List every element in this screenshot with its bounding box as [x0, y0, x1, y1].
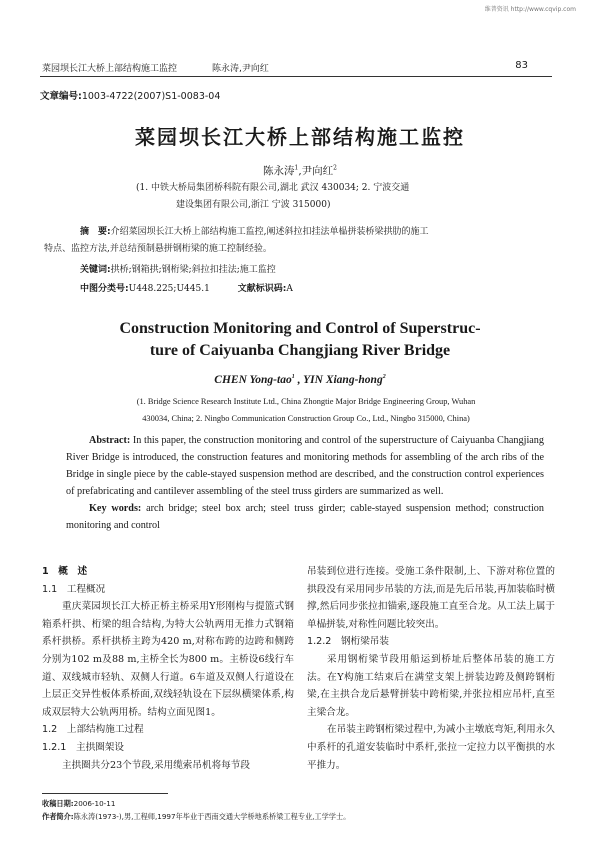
author-bio: 陈永涛(1973-),男,工程师,1997年毕业于西南交通大学桥地系桥梁工程专业,工学学士。	[73, 812, 351, 821]
author-name: 陈永涛	[263, 165, 295, 177]
author-superscript: 2	[333, 164, 337, 172]
doc-code-label: 文献标识码:	[237, 284, 287, 294]
english-title-line: ture of Caiyuanba Changjiang River Bridge	[149, 342, 451, 359]
article-number-value: 1003-4722(2007)S1-0083-04	[81, 91, 221, 102]
received-date: 2006-10-11	[73, 799, 116, 808]
chinese-authors	[0, 163, 600, 178]
abstract-label: Abstract:	[89, 435, 131, 446]
author-superscript: 1	[294, 164, 299, 172]
abstract-text-cont: 特点、监控方法,并总结预制悬拼钢桁梁的施工控制经验。	[44, 244, 272, 254]
classification-line	[80, 281, 293, 294]
abstract-label: 摘 要:	[80, 227, 111, 237]
body-paragraph: 主拱圈共分23个节段,采用缆索吊机将每节段	[62, 759, 250, 771]
affiliation-line: 430034, China; 2. Ningbo Communication Construction Group Co., Ltd., Ningbo 315000, China)	[142, 414, 470, 423]
english-affiliations	[66, 393, 546, 427]
author-separator: ,	[298, 165, 302, 177]
body-paragraph: 吊装到位进行连接。受施工条件限制,上、下游对称位置的拱段没有采用同步吊装的方法,而是先后吊装,再加装临时横撑,然后同步张拉扣锚索,逐段施工直至合龙。从工法上属于单榀拼装,对称性问题比较突出。	[307, 566, 555, 630]
body-paragraph: 重庆菜园坝长江大桥正桥主桥采用Y形刚构与提篮式钢箱系杆拱、桁梁的组合结构,为特大公轨两用无推力式钢箱系杆拱桥。系杆拱桥主跨为420 m,对称布跨的边跨和侧跨分别为102 m及88 m,主桥全长为800 m。主桥设6线行车道、双线城市轻轨、双侧人行道。6车道及双侧人行道设在上层正交异性板体系桥面,双线轻轨设在下层纵横梁体系,构成双层特大公轨两用桥。结构立面见图1。	[42, 601, 294, 718]
author-name: 尹向红	[301, 165, 334, 177]
english-title	[0, 318, 600, 362]
author-superscript: 2	[382, 374, 386, 381]
classification-value: U448.225;U445.1	[128, 284, 210, 294]
english-title-line: Construction Monitoring and Control of Superstruc-	[119, 320, 481, 337]
body-column-left	[42, 563, 294, 774]
chinese-keywords	[80, 262, 276, 275]
body-paragraph: 在吊装主跨钢桁梁过程中,为减小主墩底弯矩,利用永久中系杆的孔道安装临时中系杆,张拉一定拉力以平衡拱的水平推力。	[307, 724, 555, 771]
running-head-authors: 陈永涛,尹向红	[212, 64, 269, 74]
running-head	[40, 60, 552, 77]
page-number: 83	[515, 60, 528, 71]
abstract-text: 介绍菜园坝长江大桥上部结构施工监控,阐述斜拉扣挂法单榀拼装桥梁拱肋的施工	[110, 227, 429, 237]
body-paragraph: 采用钢桁梁节段用船运到桥址后整体吊装的施工方法。在Y构施工结束后在满堂支架上拼装边跨及侧跨钢桁梁,在主拱合龙后悬臂拼装中跨桁梁,并张拉相应吊杆,直至主梁合龙。	[307, 653, 555, 718]
keywords-label: Key words:	[89, 503, 142, 514]
doc-code-value: A	[286, 284, 293, 294]
subsubsection-heading: 1.2.2 钢桁梁吊装	[307, 636, 389, 648]
english-authors	[0, 374, 600, 386]
chinese-title: 菜园坝长江大桥上部结构施工监控	[135, 125, 465, 149]
classification-label: 中图分类号:	[80, 284, 129, 294]
keywords-label: 关键词:	[80, 265, 111, 275]
author-superscript: 1	[291, 374, 295, 381]
article-number-label: 文章编号:	[40, 91, 82, 102]
subsection-heading: 1.2 上部结构施工过程	[42, 724, 144, 736]
body-column-right	[307, 563, 555, 774]
affiliation-line: (1. 中铁大桥局集团桥科院有限公司,湖北 武汉 430034; 2. 宁波交通	[136, 183, 410, 193]
subsection-heading: 1.1 工程概况	[42, 583, 106, 595]
author-name: YIN Xiang-hong	[303, 374, 383, 386]
watermark: 维普资讯 http://www.cqvip.com	[484, 6, 576, 13]
section-heading: 1 概 述	[42, 566, 88, 577]
received-label: 收稿日期:	[42, 799, 74, 808]
chinese-abstract	[44, 224, 554, 258]
author-name: CHEN Yong-tao	[214, 374, 292, 386]
abstract-text: In this paper, the construction monitoring and control of the superstructure of Caiyuanba Changjiang River Bridge is introduced, the construction features and monitoring methods for assembling of the arch ribs of the Bridge in single piece by the cable-stayed suspension method are described, and the construction control experiences of prefabricating and cantilever assembling of the steel truss girders are summarized as well.	[66, 435, 544, 497]
affiliation-line: (1. Bridge Science Research Institute Ltd., China Zhongtie Major Bridge Engineering Group, Wuhan	[136, 397, 476, 406]
article-number	[40, 88, 220, 102]
keywords-text: arch bridge; steel box arch; steel truss girder; cable-stayed suspension method; construction monitoring and control	[66, 503, 544, 531]
footnote-divider	[42, 793, 168, 794]
affiliation-line: 建设集团有限公司,浙江 宁波 315000)	[176, 200, 331, 210]
author-separator: ,	[294, 374, 304, 386]
author-bio-label: 作者简介:	[42, 812, 74, 821]
english-abstract	[66, 432, 544, 534]
subsubsection-heading: 1.2.1 主拱圈架设	[42, 741, 124, 753]
footnotes	[42, 797, 562, 823]
chinese-affiliations	[136, 180, 496, 214]
keywords-text: 拱桥;钢箱拱;钢桁梁;斜拉扣挂法;施工监控	[110, 265, 276, 275]
running-head-title: 菜园坝长江大桥上部结构施工监控	[42, 64, 178, 74]
